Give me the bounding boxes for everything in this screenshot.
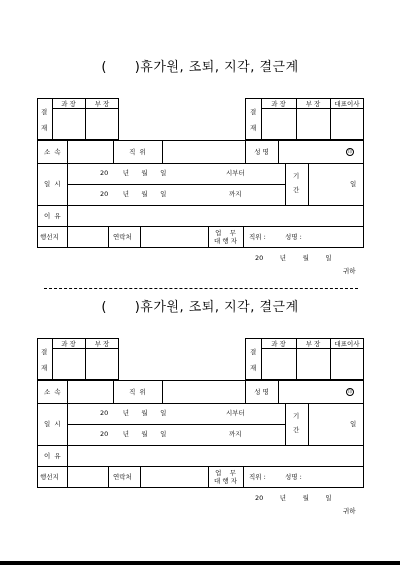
approval-header: 부 장 (94, 340, 110, 348)
date-line[interactable]: 20 년 월 일 (255, 254, 332, 262)
day-unit: 일 (350, 420, 357, 428)
proxy-label: 대 행 자 (214, 477, 237, 485)
proxy-position[interactable]: 직위 : (249, 233, 266, 241)
approval-sign-box[interactable] (262, 349, 295, 379)
approval-sign-box[interactable] (53, 109, 84, 139)
start-date[interactable]: 20 년 월 일 (100, 169, 167, 177)
proxy-name[interactable]: 성명 : (285, 233, 302, 241)
position-label: 직 위 (129, 388, 146, 396)
phone-label: 연락처 (113, 233, 132, 241)
approval-sign-box[interactable] (53, 349, 84, 379)
proxy-name[interactable]: 성명 : (285, 473, 302, 481)
start-date[interactable]: 20 년 월 일 (100, 409, 167, 417)
datetime-label: 일 시 (44, 180, 61, 188)
approval-header: 과 장 (61, 100, 76, 108)
form-title: ( )휴가원, 조퇴, 지각, 결근계 (101, 60, 299, 75)
approval-sign-box[interactable] (331, 109, 363, 139)
approval-side-label: 결 (250, 108, 257, 116)
approval-header: 대표이사 (334, 100, 360, 108)
period-label: 기 (293, 412, 300, 420)
form-title: ( )휴가원, 조퇴, 지각, 결근계 (101, 300, 299, 315)
dept-field[interactable] (68, 381, 112, 402)
approval-header: 부 장 (94, 100, 110, 108)
period-label: 간 (293, 186, 300, 194)
dept-field[interactable] (68, 141, 112, 162)
approval-header: 과 장 (61, 340, 76, 348)
approval-side-label: 재 (250, 364, 257, 372)
cut-line (44, 288, 358, 289)
proxy-label: 업 무 (215, 469, 236, 477)
reason-label: 이 유 (44, 212, 61, 220)
seal-icon: 印 (348, 149, 352, 154)
recipient: 귀하 (343, 507, 356, 515)
approval-header: 대표이사 (334, 340, 360, 348)
location-label: 행선지 (40, 473, 59, 481)
phone-field[interactable] (141, 227, 207, 247)
approval-side-label: 재 (41, 124, 48, 132)
period-label: 기 (293, 172, 300, 180)
location-field[interactable] (68, 227, 107, 247)
phone-label: 연락처 (113, 473, 132, 481)
reason-field[interactable] (68, 446, 363, 465)
approval-sign-box[interactable] (86, 109, 118, 139)
datetime-label: 일 시 (44, 420, 61, 428)
position-field[interactable] (163, 381, 244, 402)
approval-sign-box[interactable] (297, 349, 329, 379)
approval-side-label: 결 (41, 348, 48, 356)
start-suffix: 시부터 (226, 409, 245, 417)
day-unit: 일 (350, 180, 357, 188)
location-field[interactable] (68, 467, 107, 487)
end-suffix: 까지 (229, 430, 242, 438)
proxy-label: 업 무 (215, 229, 236, 237)
date-line[interactable]: 20 년 월 일 (255, 494, 332, 502)
position-label: 직 위 (129, 148, 146, 156)
approval-side-label: 재 (250, 124, 257, 132)
location-label: 행선지 (40, 233, 59, 241)
position-field[interactable] (163, 141, 244, 162)
name-label: 성 명 (254, 148, 269, 156)
approval-header: 부 장 (305, 100, 321, 108)
phone-field[interactable] (141, 467, 207, 487)
seal-icon: 印 (348, 389, 352, 394)
end-suffix: 까지 (229, 190, 242, 198)
reason-field[interactable] (68, 206, 363, 225)
approval-sign-box[interactable] (331, 349, 363, 379)
period-label: 간 (293, 426, 300, 434)
approval-side-label: 결 (41, 108, 48, 116)
approval-sign-box[interactable] (262, 109, 295, 139)
approval-side-label: 재 (41, 364, 48, 372)
start-suffix: 시부터 (226, 169, 245, 177)
proxy-position[interactable]: 직위 : (249, 473, 266, 481)
end-date[interactable]: 20 년 월 일 (100, 190, 167, 198)
approval-header: 부 장 (305, 340, 321, 348)
dept-label: 소 속 (44, 388, 61, 396)
page-bottom-border (0, 561, 400, 565)
reason-label: 이 유 (44, 452, 61, 460)
recipient: 귀하 (343, 267, 356, 275)
approval-header: 과 장 (271, 340, 286, 348)
approval-header: 과 장 (271, 100, 286, 108)
approval-sign-box[interactable] (297, 109, 329, 139)
proxy-label: 대 행 자 (214, 237, 237, 245)
end-date[interactable]: 20 년 월 일 (100, 430, 167, 438)
approval-side-label: 결 (250, 348, 257, 356)
approval-sign-box[interactable] (86, 349, 118, 379)
dept-label: 소 속 (44, 148, 61, 156)
name-label: 성 명 (254, 388, 269, 396)
